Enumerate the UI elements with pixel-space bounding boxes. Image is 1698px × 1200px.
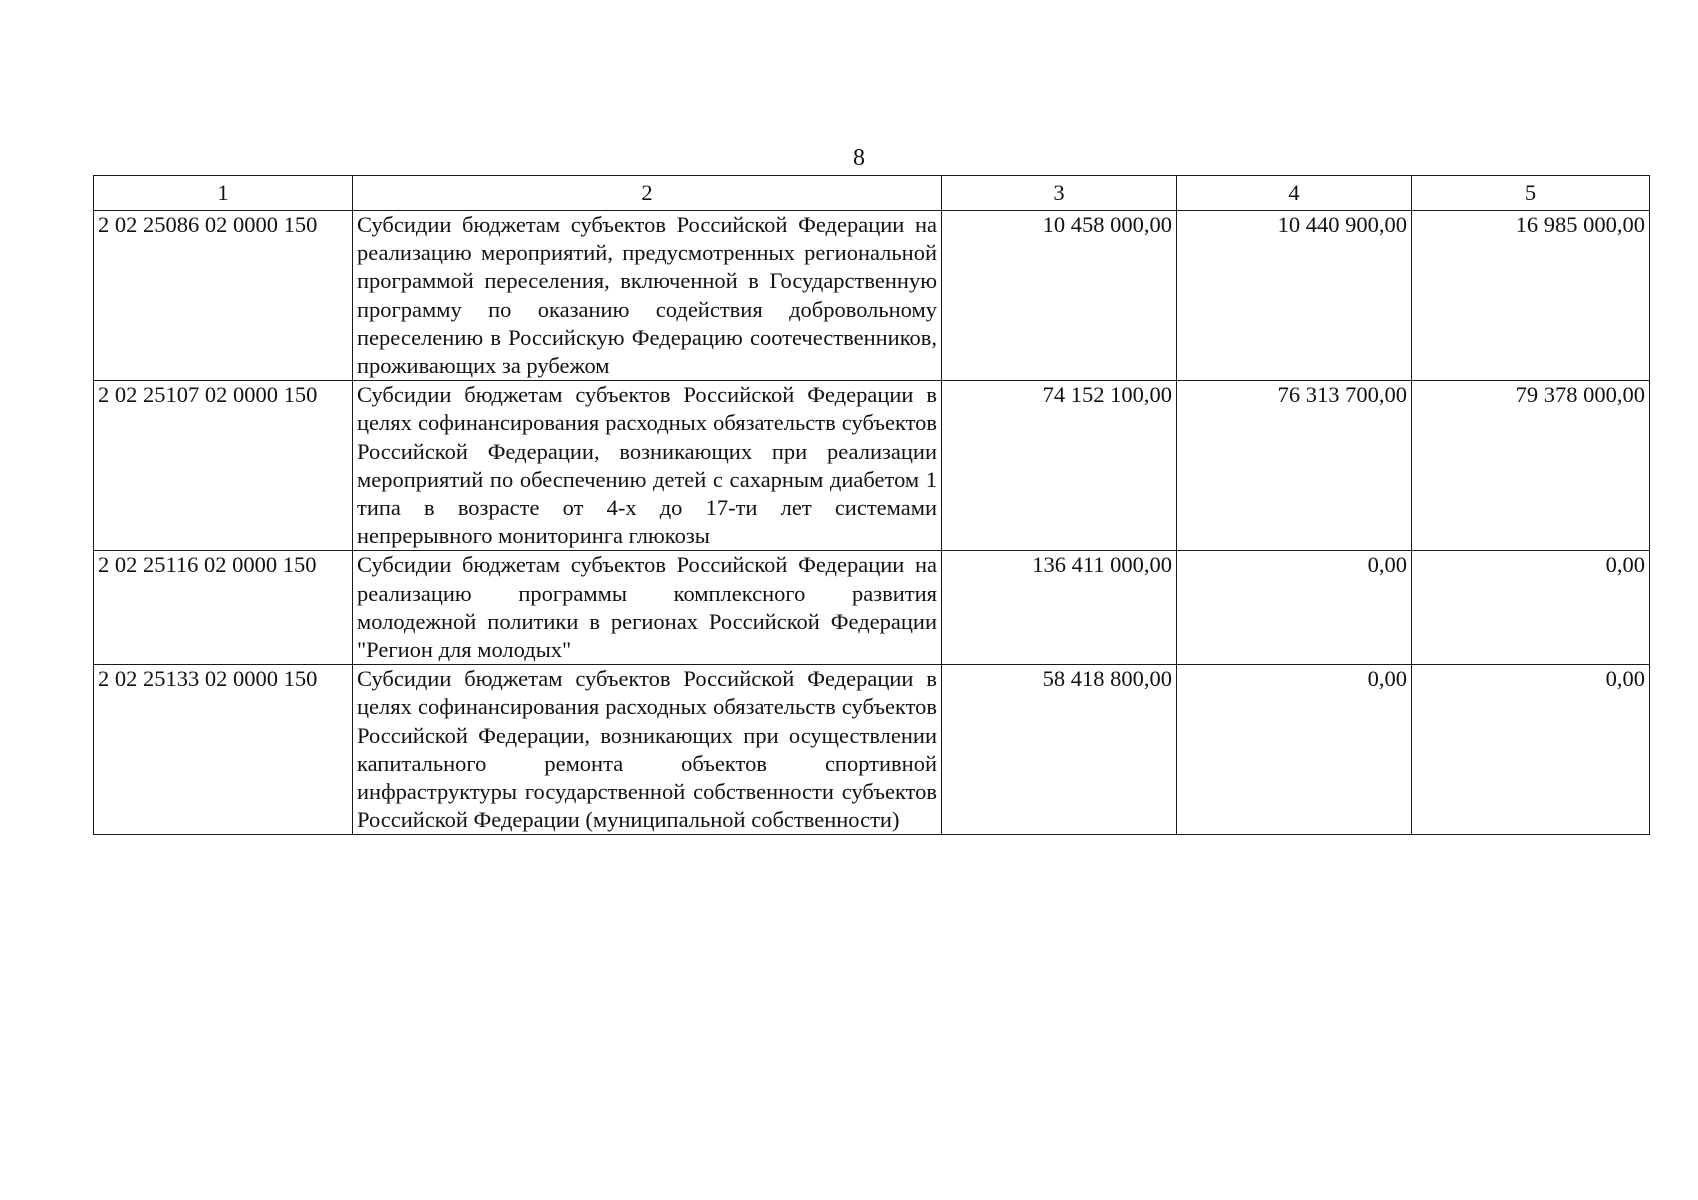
row-amount-col5: 0,00 (1412, 665, 1650, 835)
table-row (94, 665, 1650, 835)
column-header-5: 5 (1412, 176, 1650, 211)
row-amount-col3: 58 418 800,00 (942, 665, 1177, 835)
row-amount-col3: 74 152 100,00 (942, 381, 1177, 551)
row-code: 2 02 25086 02 0000 150 (94, 211, 353, 381)
row-code: 2 02 25107 02 0000 150 (94, 381, 353, 551)
row-amount-col3: 10 458 000,00 (942, 211, 1177, 381)
row-amount-col4: 10 440 900,00 (1177, 211, 1412, 381)
row-amount-col4: 76 313 700,00 (1177, 381, 1412, 551)
row-amount-col3: 136 411 000,00 (942, 551, 1177, 665)
row-amount-col5: 0,00 (1412, 551, 1650, 665)
row-amount-col4: 0,00 (1177, 665, 1412, 835)
row-amount-col4: 0,00 (1177, 551, 1412, 665)
row-amount-col5: 16 985 000,00 (1412, 211, 1650, 381)
budget-table (93, 175, 1650, 835)
row-code: 2 02 25116 02 0000 150 (94, 551, 353, 665)
column-header-3: 3 (942, 176, 1177, 211)
column-header-1: 1 (94, 176, 353, 211)
column-header-2: 2 (353, 176, 942, 211)
row-amount-col5: 79 378 000,00 (1412, 381, 1650, 551)
table-row (94, 211, 1650, 381)
row-description: Субсидии бюджетам субъектов Российской Федерации в целях софинансирования расходных обязательств субъектов Российской Федерации, возникающих при осуществлении капитального ремонта объектов спортивной инфраструктуры государственной собственности субъектов Российской Федерации (муниципальной собственности) (353, 665, 942, 835)
row-description: Субсидии бюджетам субъектов Российской Федерации на реализацию мероприятий, предусмотренных региональной программой переселения, включенной в Государственную программу по оказанию содействия добровольному переселению в Российскую Федерацию соотечественников, проживающих за рубежом (353, 211, 942, 381)
row-description: Субсидии бюджетам субъектов Российской Федерации в целях софинансирования расходных обязательств субъектов Российской Федерации, возникающих при реализации мероприятий по обеспечению детей с сахарным диабетом 1 типа в возрасте от 4-х до 17-ти лет системами непрерывного мониторинга глюкозы (353, 381, 942, 551)
table-row (94, 551, 1650, 665)
row-code: 2 02 25133 02 0000 150 (94, 665, 353, 835)
header-row (94, 176, 1650, 211)
table-row (94, 381, 1650, 551)
column-header-4: 4 (1177, 176, 1412, 211)
row-description: Субсидии бюджетам субъектов Российской Федерации на реализацию программы комплексного развития молодежной политики в регионах Российской Федерации "Регион для молодых" (353, 551, 942, 665)
page-number: 8 (853, 145, 865, 171)
